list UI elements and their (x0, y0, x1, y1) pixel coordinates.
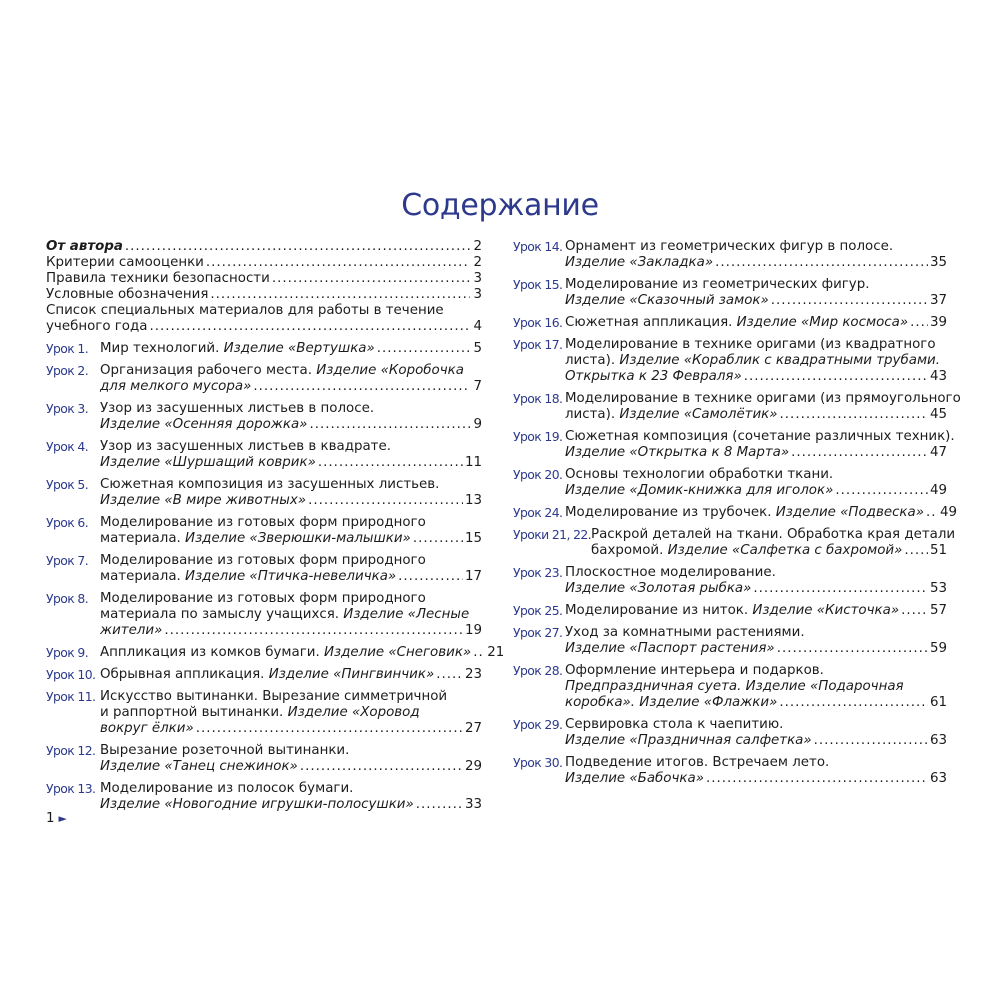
lesson-text: Моделирование в технике оригами (из квадратного листа). Изделие «Кораблик с квадратными трубами. Открытка к 23 Февраля» ..... 43 (565, 337, 947, 385)
toc-lesson-entry (46, 439, 482, 471)
lesson-label: Урок 11. (46, 689, 96, 704)
toc-lesson-entry (46, 401, 482, 433)
page-number: 39 (929, 315, 947, 330)
lesson-text: Узор из засушенных листьев в полосе. Изделие «Осенняя дорожка» ..... 9 (100, 401, 482, 433)
toc-entry-safety: Правила техники безопасности ..... 3 (46, 271, 482, 287)
toc-right-column (513, 239, 961, 793)
toc-lesson-entry (513, 429, 955, 461)
lesson-label: Урок 2. (46, 363, 89, 378)
lesson-text: Раскрой деталей на ткани. Обработка края детали бахромой. Изделие «Салфетка с бахромой» ..... 51 (591, 527, 947, 559)
page-number: 45 (929, 407, 947, 422)
page-number: 63 (929, 771, 947, 786)
toc-lesson-entry (46, 781, 482, 813)
lesson-text: Орнамент из геометрических фигур в полосе. Изделие «Закладка» ..... 35 (565, 239, 947, 271)
lesson-text: Плоскостное моделирование. Изделие «Золотая рыбка» ..... 53 (565, 565, 947, 597)
lesson-text: Моделирование из готовых форм природного материала. Изделие «Зверюшки-малышки» ..... 15 (100, 515, 482, 547)
toc-lesson-entry (513, 717, 947, 749)
lesson-text: Сюжетная композиция из засушенных листьев. Изделие «В мире животных» ..... 13 (100, 477, 482, 509)
page-number: 23 (464, 667, 482, 682)
lesson-label: Урок 25. (513, 603, 563, 618)
page-number: 4 (473, 319, 482, 334)
toc-lesson-entry (46, 645, 505, 661)
page-number: 49 (940, 505, 958, 520)
lesson-label: Урок 24. (513, 505, 563, 520)
page-number: 3 (473, 271, 482, 286)
lesson-label: Урок 13. (46, 781, 96, 796)
toc-lesson-entry (46, 743, 482, 775)
lesson-text: Основы технологии обработки ткани. Изделие «Домик-книжка для иголок» ..... 49 (565, 467, 947, 499)
page-number: 5 (473, 341, 482, 356)
lesson-text: Сервировка стола к чаепитию. Изделие «Праздничная салфетка» ..... 63 (565, 717, 947, 749)
lesson-text: Сюжетная композиция (сочетание различных техник). Изделие «Открытка к 8 Марта» ..... 47 (565, 429, 947, 461)
page-number: 63 (929, 733, 947, 748)
lesson-label: Урок 29. (513, 717, 563, 732)
page-number: 29 (464, 759, 482, 774)
lesson-label: Урок 28. (513, 663, 563, 678)
lesson-label: Урок 30. (513, 755, 563, 770)
toc-lesson-entry (513, 467, 947, 499)
lesson-label: Урок 20. (513, 467, 563, 482)
lesson-text: Моделирование из полосок бумаги. Изделие «Новогодние игрушки-полосушки» ..... 33 (100, 781, 482, 813)
page-number: 57 (929, 603, 947, 618)
page-number: 7 (473, 379, 482, 394)
page-title: Содержание (401, 188, 599, 223)
page-number: 9 (473, 417, 482, 432)
toc-lesson-entry (46, 341, 482, 357)
lesson-label: Уроки 21, 22. (513, 527, 592, 542)
toc-lesson-entry (513, 625, 947, 657)
lesson-label: Урок 15. (513, 277, 563, 292)
lesson-label: Урок 8. (46, 591, 89, 606)
page-number: 59 (929, 641, 947, 656)
lesson-text: Обрывная аппликация. Изделие «Пингвинчик» ..... 23 (100, 667, 482, 683)
toc-lesson-entry (46, 689, 482, 737)
page-number: 43 (929, 369, 947, 384)
page-number: 2 (473, 239, 482, 254)
lesson-text: Вырезание розеточной вытинанки. Изделие «Танец снежинок» ..... 29 (100, 743, 482, 775)
toc-entry-author: От автора ..... 2 (46, 239, 482, 255)
toc-lesson-entry (46, 591, 482, 639)
page-footer (46, 811, 67, 826)
toc-lesson-entry (513, 527, 956, 559)
lesson-list-left (46, 341, 505, 813)
arrow-right-icon: ► (58, 812, 67, 825)
toc-lesson-entry (513, 337, 947, 385)
lesson-label: Урок 18. (513, 391, 563, 406)
toc-lesson-entry (46, 363, 482, 395)
lesson-text: Моделирование из геометрических фигур. Изделие «Сказочный замок» ..... 37 (565, 277, 947, 309)
page-number: 33 (464, 797, 482, 812)
page-number: 15 (464, 531, 482, 546)
lesson-text: Организация рабочего места. Изделие «Коробочка для мелкого мусора» ..... 7 (100, 363, 482, 395)
page-number: 3 (473, 287, 482, 302)
page-number: 53 (929, 581, 947, 596)
toc-lesson-entry (513, 277, 947, 309)
toc-left-column (46, 239, 505, 819)
lesson-label: Урок 12. (46, 743, 96, 758)
toc-entry-criteria: Критерии самооценки ..... 2 (46, 255, 482, 271)
lesson-text: Подведение итогов. Встречаем лето. Изделие «Бабочка» ..... 63 (565, 755, 947, 787)
lesson-text: Моделирование из готовых форм природного материала по замыслу учащихся. Изделие «Лесные жители» ..... 19 (100, 591, 482, 639)
lesson-label: Урок 16. (513, 315, 563, 330)
lesson-text: Узор из засушенных листьев в квадрате. Изделие «Шуршащий коврик» ..... 11 (100, 439, 482, 471)
page-number: 13 (464, 493, 482, 508)
lesson-text: Моделирование в технике оригами (из прямоугольного листа). Изделие «Самолётик» ..... 45 (565, 391, 947, 423)
page-number: 21 (487, 645, 505, 660)
lesson-text: Мир технологий. Изделие «Вертушка» ..... 5 (100, 341, 482, 357)
lesson-label: Урок 10. (46, 667, 96, 682)
lesson-label: Урок 14. (513, 239, 563, 254)
page-number: 61 (929, 695, 947, 710)
toc-entry-symbols: Условные обозначения ..... 3 (46, 287, 482, 303)
toc-lesson-entry (513, 315, 947, 331)
lesson-text: Уход за комнатными растениями. Изделие «Паспорт растения» ..... 59 (565, 625, 947, 657)
page-number: 19 (464, 623, 482, 638)
lesson-label: Урок 17. (513, 337, 563, 352)
lesson-label: Урок 4. (46, 439, 89, 454)
lesson-text: Сюжетная аппликация. Изделие «Мир космоса» ..... 39 (565, 315, 947, 331)
lesson-label: Урок 19. (513, 429, 563, 444)
lesson-label: Урок 9. (46, 645, 89, 660)
lesson-label: Урок 3. (46, 401, 89, 416)
page-number: 35 (929, 255, 947, 270)
lesson-label: Урок 23. (513, 565, 563, 580)
page-number: 49 (929, 483, 947, 498)
lesson-label: Урок 7. (46, 553, 89, 568)
toc-lesson-entry (46, 667, 482, 683)
lesson-text: Моделирование из ниток. Изделие «Кисточка» ..... 57 (565, 603, 947, 619)
page-number: 47 (929, 445, 947, 460)
toc-lesson-entry (46, 477, 482, 509)
toc-lesson-entry (513, 239, 947, 271)
toc-lesson-entry (513, 391, 961, 423)
page-number: 51 (929, 543, 947, 558)
lesson-label: Урок 5. (46, 477, 89, 492)
lesson-label: Урок 27. (513, 625, 563, 640)
lesson-text: Оформление интерьера и подарков. Предпраздничная суета. Изделие «Подарочная коробка». Изделие «Флажки» ..... 61 (565, 663, 947, 711)
lesson-text: Искусство вытинанки. Вырезание симметричной и раппортной вытинанки. Изделие «Хоровод вокруг ёлки» ..... 27 (100, 689, 482, 737)
page-number: 11 (464, 455, 482, 470)
footer-page-number: 1 (46, 811, 55, 826)
lesson-label: Урок 6. (46, 515, 89, 530)
toc-lesson-entry (513, 663, 947, 711)
toc-lesson-entry (513, 565, 947, 597)
lesson-label: Урок 1. (46, 341, 89, 356)
toc-lesson-entry (46, 553, 482, 585)
lesson-text: Аппликация из комков бумаги. Изделие «Снеговик» ..... 21 (100, 645, 482, 661)
front-matter (46, 239, 482, 335)
toc-entry-materials: Список специальных материалов для работы в течение учебного года ..... 4 (46, 303, 482, 335)
toc-lesson-entry (513, 755, 947, 787)
page-number: 27 (464, 721, 482, 736)
lesson-list-right (513, 239, 961, 787)
toc-lesson-entry (513, 505, 958, 521)
page-number: 2 (473, 255, 482, 270)
page-number: 17 (464, 569, 482, 584)
lesson-text: Моделирование из готовых форм природного материала. Изделие «Птичка-невеличка» ..... 17 (100, 553, 482, 585)
toc-lesson-entry (46, 515, 482, 547)
lesson-text: Моделирование из трубочек. Изделие «Подвеска» ..... 49 (565, 505, 947, 521)
page-number: 37 (929, 293, 947, 308)
toc-lesson-entry (513, 603, 947, 619)
